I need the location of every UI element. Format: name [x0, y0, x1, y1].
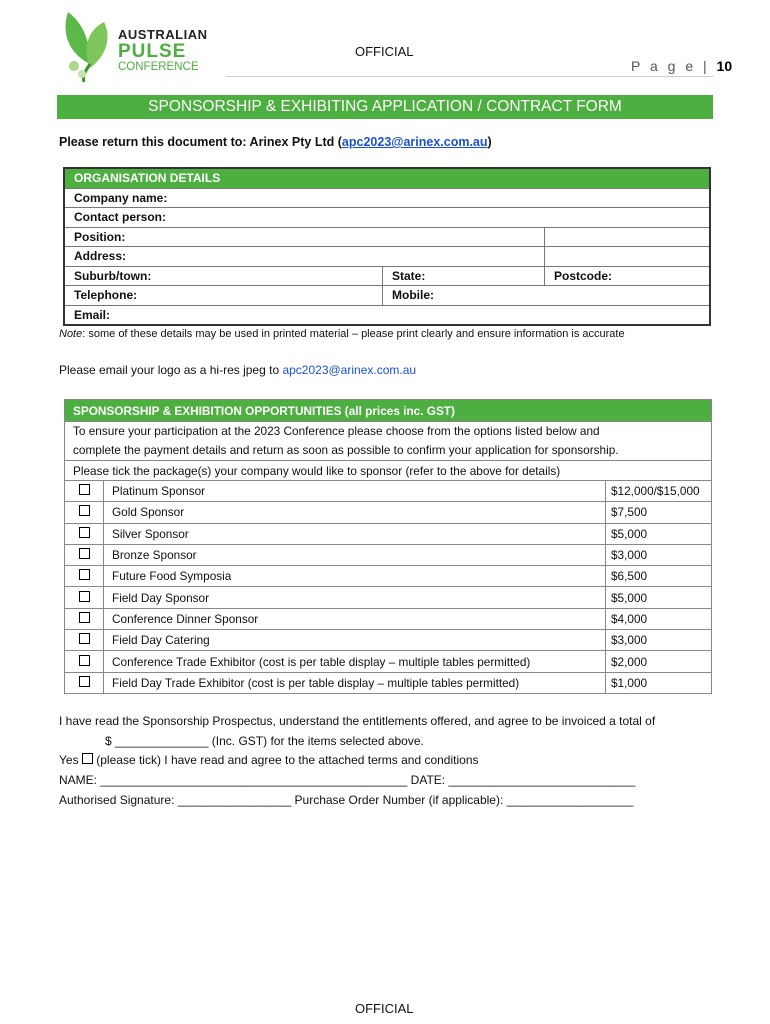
return-close: ) — [487, 135, 492, 149]
position-field[interactable]: Position: — [64, 227, 545, 247]
sponsor-price: $6,500 — [606, 566, 712, 587]
company-name-field[interactable]: Company name: — [64, 188, 710, 208]
note — [59, 328, 625, 340]
sponsor-price: $3,000 — [606, 544, 712, 565]
sponsor-price: $12,000/$15,000 — [606, 481, 712, 502]
page-number-value: 10 — [716, 58, 733, 74]
table-row — [65, 587, 712, 608]
agreement-line-1: I have read the Sponsorship Prospectus, understand the entitlements offered, and agree to be invoiced a total of — [59, 714, 656, 728]
sponsor-checkbox[interactable] — [65, 481, 104, 502]
sponsor-name: Platinum Sponsor — [104, 481, 606, 502]
sponsor-checkbox[interactable] — [65, 523, 104, 544]
logo-email-text: Please email your logo as a hi-res jpeg to — [59, 363, 283, 377]
position-blank[interactable] — [545, 227, 711, 247]
note-label: Note — [59, 328, 83, 340]
email-field[interactable]: Email: — [64, 305, 710, 325]
address-blank[interactable] — [545, 247, 711, 267]
page-label: P a g e | — [631, 58, 710, 74]
sponsorship-tick-instruction: Please tick the package(s) your company would like to sponsor (refer to the above for details) — [65, 461, 712, 481]
sponsor-checkbox[interactable] — [65, 651, 104, 672]
sponsorship-table — [64, 399, 712, 694]
logo-line-3: CONFERENCE — [118, 61, 199, 73]
signature-po-field[interactable]: Authorised Signature: _________________ Purchase Order Number (if applicable): ___________________ — [59, 792, 634, 807]
sponsor-name: Bronze Sponsor — [104, 544, 606, 565]
agreement-section — [59, 712, 655, 811]
postcode-field[interactable]: Postcode: — [545, 266, 711, 286]
sponsor-price: $7,500 — [606, 502, 712, 523]
table-row — [65, 523, 712, 544]
leaf-logo-icon — [60, 8, 120, 84]
return-text: Please return this document to: Arinex Pty Ltd ( — [59, 135, 342, 149]
sponsor-checkbox[interactable] — [65, 672, 104, 693]
logo-line-2: PULSE — [118, 41, 187, 62]
organisation-details-table — [63, 167, 711, 326]
return-instructions — [59, 135, 492, 149]
sponsor-name: Conference Trade Exhibitor (cost is per table display – multiple tables permitted) — [104, 651, 606, 672]
sponsorship-intro-line-2: complete the payment details and return as soon as possible to confirm your application for sponsorship. — [73, 443, 619, 457]
form-title: SPONSORSHIP & EXHIBITING APPLICATION / CONTRACT FORM — [57, 95, 713, 119]
sponsorship-intro-line-1: To ensure your participation at the 2023 Conference please choose from the options listed below and — [73, 424, 600, 438]
table-row — [65, 608, 712, 629]
sponsor-checkbox[interactable] — [65, 502, 104, 523]
sponsor-price: $1,000 — [606, 672, 712, 693]
suburb-field[interactable]: Suburb/town: — [64, 266, 383, 286]
mobile-field[interactable]: Mobile: — [383, 286, 711, 306]
terms-checkbox[interactable] — [82, 753, 93, 764]
return-email-link[interactable]: apc2023@arinex.com.au — [341, 135, 488, 149]
sponsor-name: Future Food Symposia — [104, 566, 606, 587]
sponsor-name: Field Day Trade Exhibitor (cost is per table display – multiple tables permitted) — [104, 672, 606, 693]
page-number — [631, 58, 732, 74]
state-field[interactable]: State: — [383, 266, 545, 286]
sponsor-name: Field Day Sponsor — [104, 587, 606, 608]
table-row — [65, 544, 712, 565]
sponsor-price: $4,000 — [606, 608, 712, 629]
table-row — [65, 566, 712, 587]
note-text: : some of these details may be used in printed material – please print clearly and ensure information is accurate — [82, 328, 625, 340]
logo-email-instruction — [59, 363, 416, 377]
sponsor-price: $5,000 — [606, 587, 712, 608]
header-divider — [226, 76, 714, 77]
sponsor-checkbox[interactable] — [65, 566, 104, 587]
sponsor-price: $2,000 — [606, 651, 712, 672]
sponsor-name: Silver Sponsor — [104, 523, 606, 544]
sponsor-checkbox[interactable] — [65, 587, 104, 608]
sponsor-name: Conference Dinner Sponsor — [104, 608, 606, 629]
telephone-field[interactable]: Telephone: — [64, 286, 383, 306]
official-label-top: OFFICIAL — [355, 44, 414, 59]
sponsorship-header: SPONSORSHIP & EXHIBITION OPPORTUNITIES (all prices inc. GST) — [65, 400, 712, 422]
table-row — [65, 651, 712, 672]
contact-person-field[interactable]: Contact person: — [64, 208, 710, 228]
total-amount-field[interactable]: $ ______________ (Inc. GST) for the items selected above. — [105, 733, 424, 748]
org-header: ORGANISATION DETAILS — [64, 168, 710, 188]
terms-tick-line — [59, 751, 655, 771]
table-row — [65, 672, 712, 693]
official-label-bottom: OFFICIAL — [355, 1001, 414, 1016]
table-row — [65, 630, 712, 651]
table-row — [65, 502, 712, 523]
sponsor-checkbox[interactable] — [65, 630, 104, 651]
sponsorship-intro — [65, 422, 712, 461]
logo-email-link[interactable]: apc2023@arinex.com.au — [282, 363, 417, 377]
name-date-field[interactable]: NAME: ______________________________________________ DATE: ____________________________ — [59, 773, 636, 788]
sponsor-price: $5,000 — [606, 523, 712, 544]
sponsor-price: $3,000 — [606, 630, 712, 651]
conference-logo — [60, 8, 220, 84]
sponsor-name: Gold Sponsor — [104, 502, 606, 523]
yes-label: Yes — [59, 753, 79, 768]
sponsor-name: Field Day Catering — [104, 630, 606, 651]
sponsor-checkbox[interactable] — [65, 608, 104, 629]
terms-text: (please tick) I have read and agree to the attached terms and conditions — [92, 753, 479, 768]
logo-line-1: AUSTRALIAN — [118, 27, 208, 42]
sponsor-checkbox[interactable] — [65, 544, 104, 565]
address-field[interactable]: Address: — [64, 247, 545, 267]
table-row — [65, 481, 712, 502]
